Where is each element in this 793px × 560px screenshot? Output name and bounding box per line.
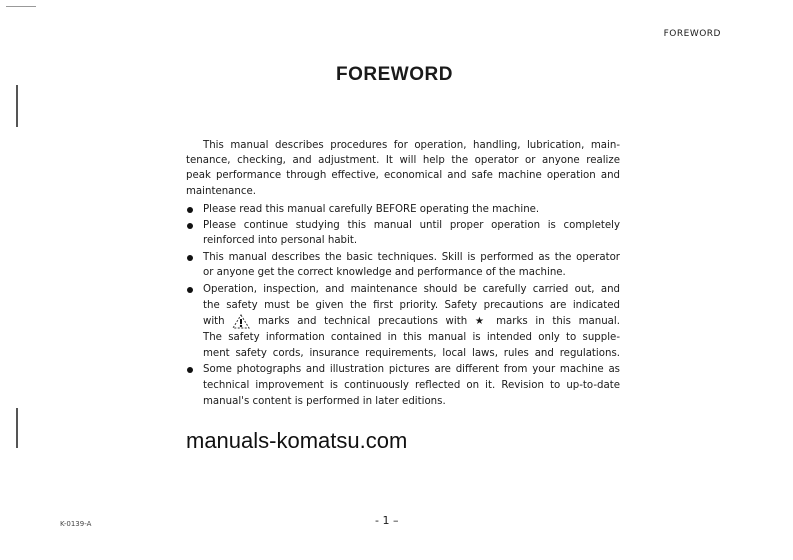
bullet-line: Operation, inspection, and maintenance should be carefully carried out, and — [203, 284, 620, 295]
bullet-line: Please continue studying this manual until proper operation is completely — [203, 220, 620, 231]
scan-artifact — [16, 85, 18, 127]
warning-triangle-icon — [232, 314, 250, 329]
bullet-line: Some photographs and illustration pictures are different from your machine as — [203, 364, 620, 375]
page-number: - 1 – — [375, 514, 399, 527]
page-title: FOREWORD — [336, 64, 453, 85]
intro-line: This manual describes procedures for operation, handling, lubrication, main- — [203, 140, 620, 151]
bullet-icon — [187, 223, 193, 229]
bullet-line: reinforced into personal habit. — [203, 235, 358, 246]
bullet-line: or anyone get the correct knowledge and performance of the machine. — [203, 267, 566, 278]
scan-artifact — [6, 6, 36, 7]
bullet-icon — [187, 287, 193, 293]
watermark: manuals-komatsu.com — [186, 428, 408, 453]
bullet-icon — [187, 367, 193, 373]
running-header: FOREWORD — [663, 29, 721, 39]
bullet-line: manual's content is performed in later editions. — [203, 396, 446, 407]
bullet-line: Please read this manual carefully BEFORE operating the machine. — [203, 204, 540, 215]
intro-line: tenance, checking, and adjustment. It will help the operator or anyone realize — [186, 155, 620, 166]
bullet-icon — [187, 207, 193, 213]
bullet-line: the safety must be given the first priority. Safety precautions are indicated — [203, 300, 620, 311]
intro-line: peak performance through effective, economical and safe machine operation and — [186, 170, 620, 181]
intro-line: maintenance. — [186, 186, 256, 197]
bullet-line: with — [203, 316, 225, 327]
bullet-line: ment safety cords, insurance requirements, local laws, rules and regulations. — [203, 348, 620, 359]
bullet-line: This manual describes the basic techniques. Skill is performed as the operator — [203, 252, 620, 263]
bullet-line: technical improvement is continuously reflected on it. Revision to up-to-date — [203, 380, 620, 391]
bullet-line: The safety information contained in this manual is intended only to supple- — [203, 332, 620, 343]
bullet-icon — [187, 255, 193, 261]
bullet-line: marks and technical precautions with ★ marks in this manual. — [258, 316, 620, 327]
scan-artifact — [16, 408, 18, 448]
document-code: K-0139-A — [60, 520, 92, 528]
